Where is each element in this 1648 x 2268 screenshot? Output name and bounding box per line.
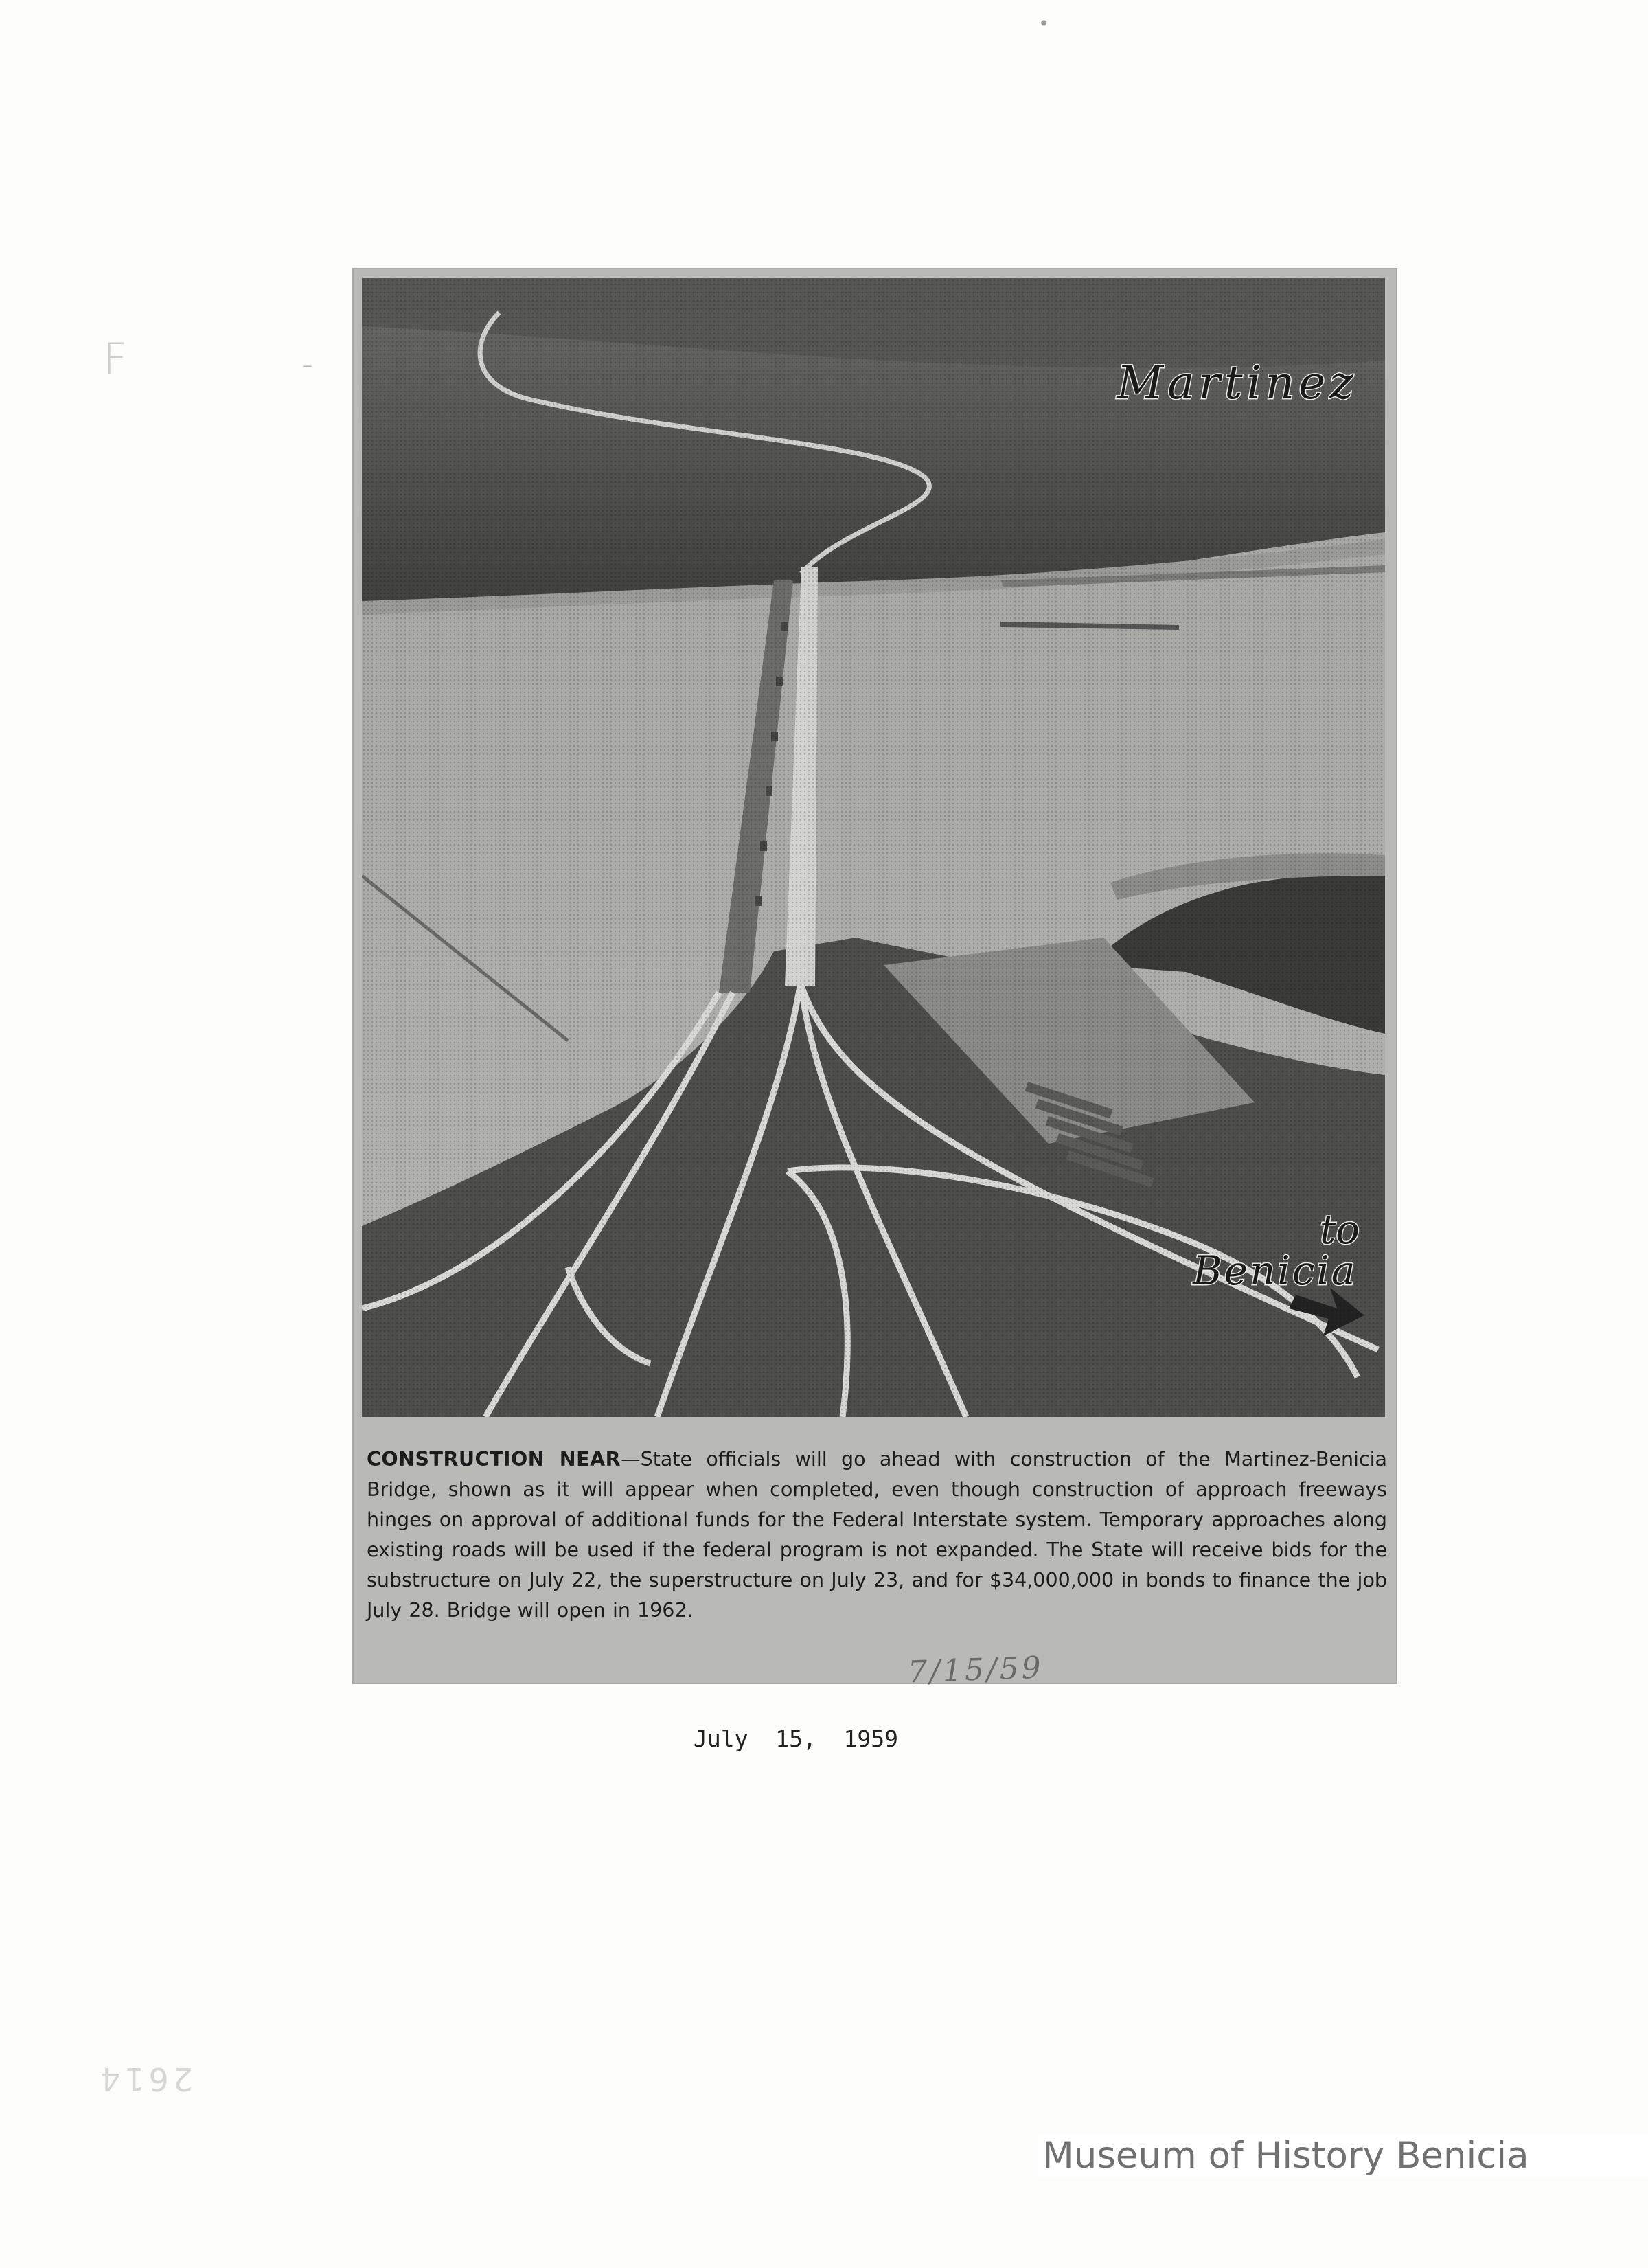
scan-speck: •: [1038, 12, 1050, 35]
photo-label-to: to: [1320, 1206, 1360, 1253]
aerial-bridge-photo: [362, 278, 1385, 1417]
typed-date: July 15, 1959: [694, 1725, 899, 1752]
faint-bleed-through-mark: 2614: [96, 2061, 194, 2098]
handwritten-date: 7/15/59: [907, 1650, 1044, 1690]
caption-body: —State officials will go ahead with construction of the Martinez-Benicia Bridge, shown as it will appear when completed, even though construction of approach freeways hinges on approval of additional funds for the Federal Interstate system. Temporary approaches along existing roads will be used if the federal program is not expanded. The State will receive bids for the substructure on July 22, the superstructure on July 23, and for $34,000,000 in bonds to finance the job July 28. Bridge will open in 1962.: [367, 1448, 1387, 1622]
caption-lead: CONSTRUCTION NEAR: [367, 1448, 621, 1471]
margin-letter-f: F: [103, 334, 128, 384]
photo-label-benicia: Benicia: [1193, 1247, 1358, 1294]
photo-label-martinez: Martinez: [1117, 356, 1358, 409]
clipping-caption: [367, 1444, 1387, 1626]
museum-watermark-label: Museum of History Benicia: [1038, 2135, 1648, 2177]
margin-tick-mark: –: [302, 354, 312, 378]
